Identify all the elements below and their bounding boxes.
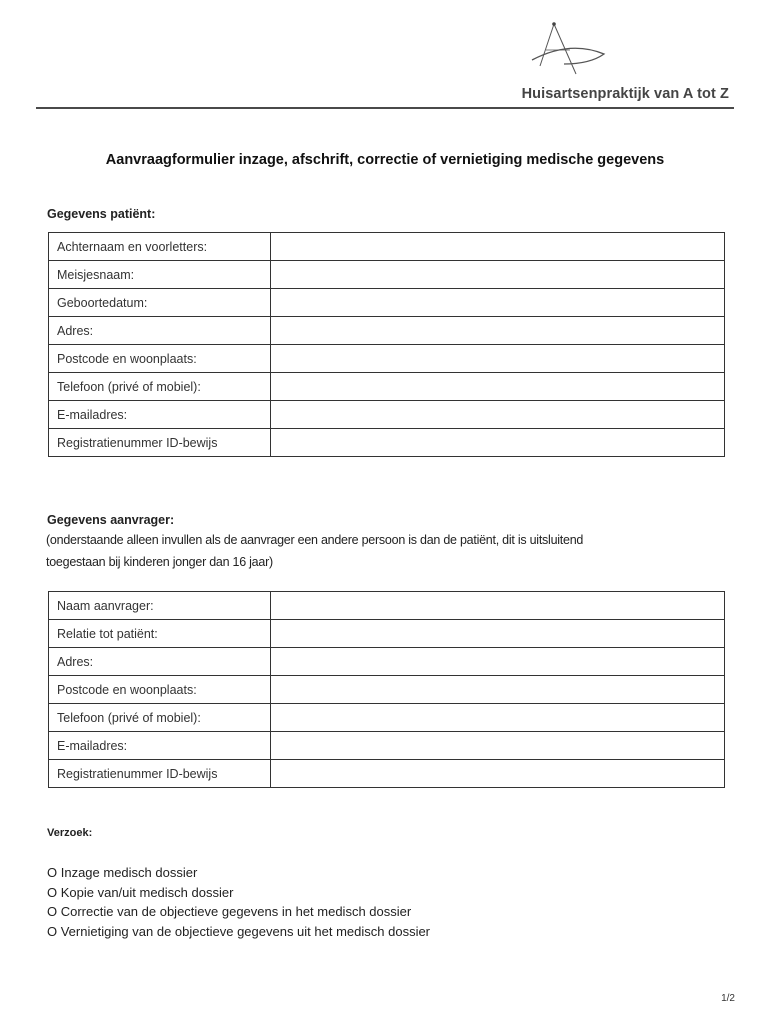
patient-field-label: Geboortedatum:	[49, 289, 271, 317]
patient-row	[49, 373, 725, 401]
requester-field-input[interactable]	[271, 732, 725, 760]
patient-details-table	[48, 232, 725, 457]
requester-row	[49, 760, 725, 788]
patient-field-input[interactable]	[271, 373, 725, 401]
patient-row	[49, 317, 725, 345]
requester-row	[49, 732, 725, 760]
request-option[interactable]: O Correctie van de objectieve gegevens in het medisch dossier	[47, 904, 412, 920]
requester-field-label: Registratienummer ID-bewijs	[49, 760, 271, 788]
requester-field-input[interactable]	[271, 704, 725, 732]
requester-note-line-2: toegestaan bij kinderen jonger dan 16 jaar)	[46, 555, 273, 569]
practice-name: Huisartsenpraktijk van A tot Z	[521, 86, 729, 102]
requester-section-heading: Gegevens aanvrager:	[47, 513, 175, 527]
patient-field-input[interactable]	[271, 233, 725, 261]
header-divider	[36, 107, 734, 109]
requester-row	[49, 620, 725, 648]
page-number: 1/2	[721, 993, 735, 1004]
patient-row	[49, 429, 725, 457]
patient-row	[49, 401, 725, 429]
requester-details-table	[48, 591, 725, 788]
patient-field-input[interactable]	[271, 289, 725, 317]
requester-field-input[interactable]	[271, 648, 725, 676]
patient-row	[49, 345, 725, 373]
request-option[interactable]: O Inzage medisch dossier	[47, 865, 198, 880]
requester-field-input[interactable]	[271, 592, 725, 620]
patient-field-input[interactable]	[271, 317, 725, 345]
requester-field-input[interactable]	[271, 676, 725, 704]
requester-field-label: Relatie tot patiënt:	[49, 620, 271, 648]
requester-field-label: Naam aanvrager:	[49, 592, 271, 620]
practice-logo	[530, 20, 610, 76]
request-option[interactable]: O Kopie van/uit medisch dossier	[47, 884, 234, 900]
patient-field-label: Registratienummer ID-bewijs	[49, 429, 271, 457]
requester-row	[49, 592, 725, 620]
document-title: Aanvraagformulier inzage, afschrift, correctie of vernietiging medische gegevens	[105, 152, 665, 168]
requester-field-input[interactable]	[271, 620, 725, 648]
patient-field-label: Postcode en woonplaats:	[49, 345, 271, 373]
patient-section-heading: Gegevens patiënt:	[47, 207, 156, 221]
patient-field-input[interactable]	[271, 401, 725, 429]
patient-field-label: Meisjesnaam:	[49, 261, 271, 289]
requester-field-label: E-mailadres:	[49, 732, 271, 760]
patient-row	[49, 289, 725, 317]
requester-note-line-1: (onderstaande alleen invullen als de aanvrager een andere persoon is dan de patiënt, dit is uitsluitend	[46, 533, 584, 547]
requester-row	[49, 676, 725, 704]
patient-field-input[interactable]	[271, 261, 725, 289]
patient-row	[49, 261, 725, 289]
request-option[interactable]: O Vernietiging van de objectieve gegevens uit het medisch dossier	[47, 924, 431, 940]
patient-row	[49, 233, 725, 261]
requester-field-label: Postcode en woonplaats:	[49, 676, 271, 704]
requester-row	[49, 648, 725, 676]
patient-field-label: Adres:	[49, 317, 271, 345]
patient-field-input[interactable]	[271, 429, 725, 457]
request-options	[47, 863, 430, 942]
patient-field-label: E-mailadres:	[49, 401, 271, 429]
patient-field-label: Achternaam en voorletters:	[49, 233, 271, 261]
requester-field-input[interactable]	[271, 760, 725, 788]
requester-row	[49, 704, 725, 732]
requester-field-label: Adres:	[49, 648, 271, 676]
patient-field-label: Telefoon (privé of mobiel):	[49, 373, 271, 401]
request-label: Verzoek:	[47, 827, 93, 839]
patient-field-input[interactable]	[271, 345, 725, 373]
requester-field-label: Telefoon (privé of mobiel):	[49, 704, 271, 732]
